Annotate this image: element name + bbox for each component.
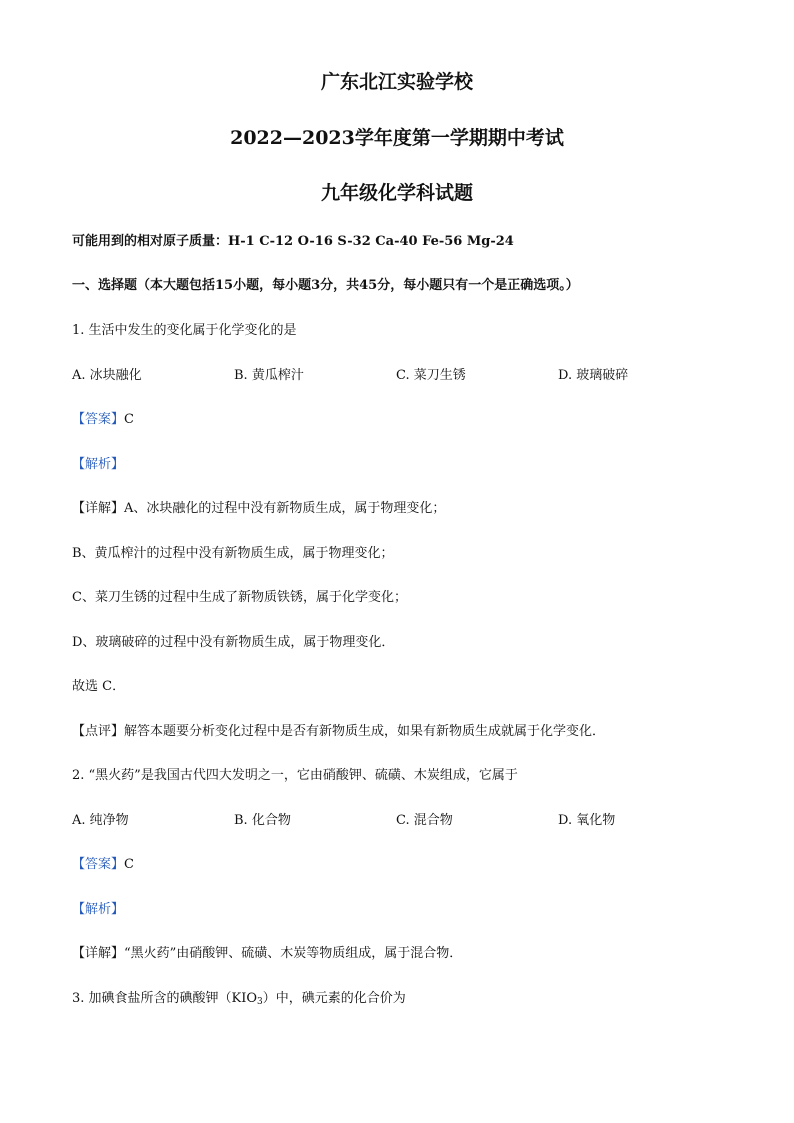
answer-value: C	[124, 412, 134, 427]
q2-option-d: D. 氧化物	[558, 813, 616, 828]
q1-conclusion: 故选 C．	[72, 679, 126, 694]
q1-detail-a	[72, 500, 445, 518]
q2-option-b: B. 化合物	[234, 813, 291, 828]
analysis-tag: 【解析】	[72, 902, 125, 917]
q3-stem-before: 3. 加碘食盐所含的碘酸钾（KIO	[72, 991, 258, 1006]
q2-analysis	[72, 901, 124, 919]
detail-tag: 【详解】	[72, 501, 125, 516]
q1-option-c: C. 菜刀生锈	[396, 368, 466, 383]
question-2-stem: 2. “黑火药”是我国古代四大发明之一，它由硝酸钾、硫磺、木炭组成，它属于	[72, 768, 518, 783]
q1-option-d: D. 玻璃破碎	[558, 368, 629, 383]
q1-detail-b: B、黄瓜榨汁的过程中没有新物质生成，属于物理变化；	[72, 546, 394, 561]
subject-title: 九年级化学科试题	[320, 182, 473, 204]
section-heading: 一、选择题（本大题包括15小题，每小题3分，共45分，每小题只有一个是正确选项。）	[72, 278, 579, 293]
q2-detail	[72, 945, 462, 963]
comment-tag: 【点评】	[72, 724, 125, 739]
analysis-tag: 【解析】	[72, 457, 125, 472]
q2-option-c: C. 混合物	[396, 813, 453, 828]
q1-comment	[72, 723, 605, 741]
q1-answer	[72, 411, 134, 429]
school-name: 广东北江实验学校	[320, 71, 473, 93]
question-3-stem	[72, 990, 406, 1011]
detail-text: “黑火药”由硝酸钾、硫磺、木炭等物质组成，属于混合物．	[124, 946, 463, 961]
detail-tag: 【详解】	[72, 946, 125, 961]
q3-stem-after: ）中，碘元素的化合价为	[262, 991, 406, 1006]
answer-tag: 【答案】	[72, 857, 125, 872]
comment-text: 解答本题要分析变化过程中是否有新物质生成，如果有新物质生成就属于化学变化．	[124, 724, 606, 739]
q3-subscript: 3	[257, 997, 263, 1007]
q1-detail-c: C、菜刀生锈的过程中生成了新物质铁锈，属于化学变化；	[72, 590, 407, 605]
q2-option-a: A. 纯净物	[72, 813, 129, 828]
q1-detail-d: D、玻璃破碎的过程中没有新物质生成，属于物理变化．	[72, 635, 395, 650]
q1-option-b: B. 黄瓜榨汁	[234, 368, 304, 383]
q2-answer	[72, 856, 134, 874]
answer-tag: 【答案】	[72, 412, 125, 427]
detail-text: A、冰块融化的过程中没有新物质生成，属于物理变化；	[124, 501, 446, 516]
exam-title: 2022—2023学年度第一学期期中考试	[230, 127, 564, 149]
answer-value: C	[124, 857, 134, 872]
q1-analysis	[72, 456, 124, 474]
q1-option-a: A. 冰块融化	[72, 368, 142, 383]
atomic-mass-note: 可能用到的相对原子质量：H-1 C-12 O-16 S-32 Ca-40 Fe-56 Mg-24	[72, 234, 514, 249]
question-1-stem: 1. 生活中发生的变化属于化学变化的是	[72, 323, 297, 338]
